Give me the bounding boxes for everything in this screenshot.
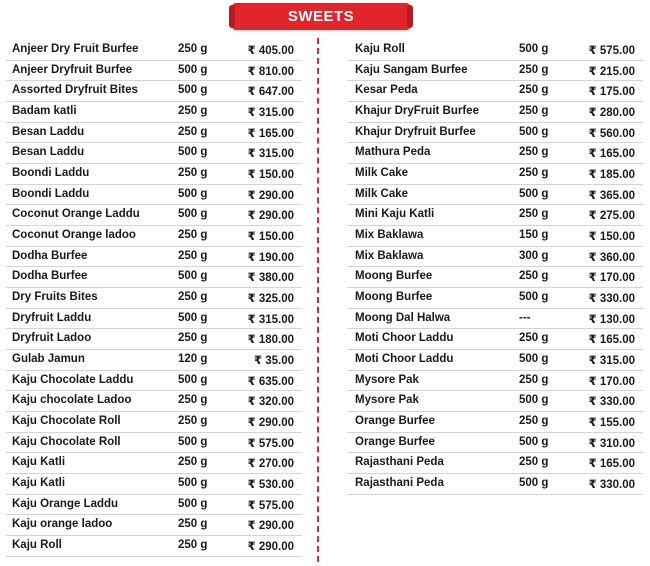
list-item (347, 433, 643, 454)
item-price: ₹ 280.00 (588, 107, 635, 120)
item-price: ₹ 290.00 (247, 520, 294, 533)
list-item (6, 81, 302, 102)
item-name: Mathura Peda (355, 146, 431, 159)
item-quantity: 250 g (178, 456, 208, 469)
item-name: Orange Burfee (355, 435, 435, 448)
item-quantity: 250 g (519, 63, 549, 76)
list-item (347, 267, 643, 288)
item-name: Rajasthani Peda (355, 456, 444, 469)
list-item (6, 102, 302, 123)
list-item (6, 474, 302, 495)
section-title: SWEETS (287, 8, 355, 25)
item-name: Besan Laddu (12, 125, 85, 138)
list-item (6, 391, 302, 412)
item-price: ₹ 310.00 (588, 437, 635, 450)
item-price: ₹ 155.00 (588, 417, 635, 430)
list-item (347, 474, 643, 495)
list-item (347, 40, 643, 61)
item-quantity: 250 g (178, 105, 208, 118)
item-name: Dryfruit Laddu (12, 311, 92, 324)
item-quantity: 500 g (178, 497, 208, 510)
item-price: ₹ 575.00 (247, 499, 294, 512)
item-name: Kaju Roll (355, 43, 405, 55)
list-item (6, 164, 302, 185)
list-item (6, 61, 302, 82)
item-price: ₹ 647.00 (247, 86, 294, 99)
item-name: Kaju Chocolate Roll (12, 435, 121, 448)
item-price: ₹ 325.00 (247, 293, 294, 306)
item-quantity: 500 g (519, 291, 549, 304)
item-price: ₹ 330.00 (588, 293, 635, 306)
left-price-list (6, 40, 302, 557)
item-price: ₹ 365.00 (588, 189, 635, 202)
item-name: Besan Laddu (12, 146, 85, 159)
item-quantity: 250 g (519, 167, 549, 180)
list-item (347, 61, 643, 82)
item-quantity: 500 g (178, 63, 208, 76)
item-price: ₹ 560.00 (588, 127, 635, 140)
list-item (6, 329, 302, 350)
item-price: ₹ 315.00 (247, 148, 294, 161)
item-quantity: 250 g (178, 539, 208, 552)
item-name: Moong Dal Halwa (355, 311, 451, 324)
item-name: Kaju orange ladoo (12, 518, 113, 531)
item-quantity: 500 g (178, 373, 208, 386)
item-quantity: --- (519, 311, 531, 324)
item-price: ₹ 810.00 (247, 65, 294, 78)
item-price: ₹ 360.00 (588, 251, 635, 264)
item-name: Khajur DryFruit Burfee (355, 105, 479, 118)
list-item (347, 81, 643, 102)
item-quantity: 250 g (519, 415, 549, 428)
item-price: ₹ 330.00 (588, 479, 635, 492)
item-name: Orange Burfee (355, 415, 435, 428)
item-name: Moti Choor Laddu (355, 353, 454, 366)
item-quantity: 500 g (178, 477, 208, 490)
item-name: Boondi Laddu (12, 187, 90, 200)
item-quantity: 250 g (519, 208, 549, 221)
item-quantity: 250 g (178, 332, 208, 345)
list-item (6, 288, 302, 309)
list-item (6, 205, 302, 226)
item-quantity: 250 g (519, 332, 549, 345)
item-quantity: 500 g (178, 187, 208, 200)
item-quantity: 500 g (519, 43, 549, 55)
item-price: ₹ 330.00 (588, 396, 635, 409)
item-name: Kaju Chocolate Roll (12, 415, 121, 428)
item-price: ₹ 170.00 (588, 375, 635, 388)
item-quantity: 500 g (519, 187, 549, 200)
item-quantity: 250 g (178, 43, 208, 55)
item-name: Mini Kaju Katli (355, 208, 435, 221)
item-price: ₹ 290.00 (247, 210, 294, 223)
item-quantity: 250 g (178, 394, 208, 407)
item-quantity: 500 g (178, 146, 208, 159)
item-price: ₹ 190.00 (247, 251, 294, 264)
item-name: Dodha Burfee (12, 249, 88, 262)
item-name: Khajur Dryfruit Burfee (355, 125, 476, 138)
list-item (347, 205, 643, 226)
list-item (347, 226, 643, 247)
list-item (347, 309, 643, 330)
item-quantity: 500 g (519, 353, 549, 366)
list-item (347, 102, 643, 123)
item-price: ₹ 635.00 (247, 375, 294, 388)
item-name: Anjeer Dryfruit Burfee (12, 63, 133, 76)
item-price: ₹ 35.00 (254, 355, 294, 368)
section-header-banner (232, 3, 410, 30)
list-item (347, 350, 643, 371)
item-quantity: 250 g (178, 291, 208, 304)
list-item (347, 453, 643, 474)
item-quantity: 500 g (178, 84, 208, 97)
list-item (6, 412, 302, 433)
item-quantity: 250 g (519, 373, 549, 386)
item-price: ₹ 165.00 (588, 458, 635, 471)
item-name: Moong Burfee (355, 270, 433, 283)
list-item (347, 143, 643, 164)
item-price: ₹ 275.00 (588, 210, 635, 223)
column-divider (317, 38, 319, 562)
item-quantity: 250 g (519, 146, 549, 159)
item-quantity: 500 g (519, 477, 549, 490)
item-quantity: 300 g (519, 249, 549, 262)
item-quantity: 250 g (519, 270, 549, 283)
item-price: ₹ 150.00 (247, 169, 294, 182)
item-name: Boondi Laddu (12, 167, 90, 180)
item-quantity: 500 g (178, 208, 208, 221)
item-name: Coconut Orange ladoo (12, 229, 136, 242)
item-name: Mix Baklawa (355, 249, 424, 262)
item-name: Mysore Pak (355, 394, 419, 407)
item-name: Rajasthani Peda (355, 477, 444, 490)
item-price: ₹ 165.00 (247, 127, 294, 140)
item-name: Coconut Orange Laddu (12, 208, 140, 221)
item-name: Kesar Peda (355, 84, 418, 97)
item-quantity: 500 g (178, 311, 208, 324)
item-name: Kaju chocolate Ladoo (12, 394, 132, 407)
list-item (6, 453, 302, 474)
item-name: Kaju Katli (12, 477, 66, 490)
list-item (347, 391, 643, 412)
item-quantity: 250 g (519, 456, 549, 469)
item-price: ₹ 380.00 (247, 272, 294, 285)
list-item (6, 309, 302, 330)
item-price: ₹ 270.00 (247, 458, 294, 471)
item-name: Dryfruit Ladoo (12, 332, 92, 345)
item-name: Kaju Sangam Burfee (355, 63, 468, 76)
list-item (347, 185, 643, 206)
list-item (6, 371, 302, 392)
item-name: Mix Baklawa (355, 229, 424, 242)
item-price: ₹ 170.00 (588, 272, 635, 285)
item-quantity: 250 g (519, 84, 549, 97)
list-item (6, 247, 302, 268)
item-name: Mysore Pak (355, 373, 419, 386)
item-quantity: 250 g (519, 105, 549, 118)
item-price: ₹ 290.00 (247, 189, 294, 202)
item-quantity: 250 g (178, 229, 208, 242)
item-name: Moti Choor Laddu (355, 332, 454, 345)
item-name: Dodha Burfee (12, 270, 88, 283)
item-quantity: 500 g (519, 125, 549, 138)
item-price: ₹ 175.00 (588, 86, 635, 99)
item-price: ₹ 290.00 (247, 541, 294, 554)
list-item (6, 40, 302, 61)
item-price: ₹ 165.00 (588, 334, 635, 347)
item-name: Dry Fruits Bites (12, 291, 98, 304)
item-quantity: 250 g (178, 249, 208, 262)
item-quantity: 250 g (178, 518, 208, 531)
item-name: Moong Burfee (355, 291, 433, 304)
item-quantity: 250 g (178, 415, 208, 428)
item-quantity: 250 g (178, 167, 208, 180)
item-quantity: 500 g (178, 270, 208, 283)
item-price: ₹ 530.00 (247, 479, 294, 492)
list-item (6, 350, 302, 371)
list-item (6, 515, 302, 536)
item-quantity: 250 g (178, 125, 208, 138)
list-item (6, 123, 302, 144)
list-item (6, 267, 302, 288)
item-price: ₹ 165.00 (588, 148, 635, 161)
list-item (347, 288, 643, 309)
item-name: Kaju Katli (12, 456, 66, 469)
item-price: ₹ 215.00 (588, 65, 635, 78)
list-item (6, 226, 302, 247)
list-item (6, 536, 302, 557)
right-price-list (347, 40, 643, 495)
list-item (6, 495, 302, 516)
item-price: ₹ 320.00 (247, 396, 294, 409)
list-item (6, 433, 302, 454)
list-item (347, 123, 643, 144)
item-quantity: 150 g (519, 229, 549, 242)
item-quantity: 120 g (178, 353, 208, 366)
item-name: Assorted Dryfruit Bites (12, 84, 138, 97)
item-price: ₹ 575.00 (588, 45, 635, 57)
item-name: Kaju Orange Laddu (12, 497, 119, 510)
item-quantity: 500 g (178, 435, 208, 448)
item-price: ₹ 315.00 (247, 313, 294, 326)
item-price: ₹ 405.00 (247, 45, 294, 57)
item-price: ₹ 180.00 (247, 334, 294, 347)
item-name: Kaju Chocolate Laddu (12, 373, 134, 386)
item-price: ₹ 185.00 (588, 169, 635, 182)
item-price: ₹ 315.00 (247, 107, 294, 120)
item-name: Milk Cake (355, 167, 409, 180)
item-name: Kaju Roll (12, 539, 62, 552)
item-name: Gulab Jamun (12, 353, 85, 366)
item-name: Anjeer Dry Fruit Burfee (12, 43, 139, 55)
list-item (347, 329, 643, 350)
list-item (347, 371, 643, 392)
list-item (347, 247, 643, 268)
item-quantity: 500 g (519, 394, 549, 407)
item-price: ₹ 130.00 (588, 313, 635, 326)
list-item (347, 164, 643, 185)
list-item (347, 412, 643, 433)
item-quantity: 500 g (519, 435, 549, 448)
item-price: ₹ 290.00 (247, 417, 294, 430)
item-name: Milk Cake (355, 187, 409, 200)
list-item (6, 185, 302, 206)
list-item (6, 143, 302, 164)
item-price: ₹ 150.00 (247, 231, 294, 244)
item-price: ₹ 150.00 (588, 231, 635, 244)
item-price: ₹ 575.00 (247, 437, 294, 450)
item-price: ₹ 315.00 (588, 355, 635, 368)
item-name: Badam katli (12, 105, 77, 118)
